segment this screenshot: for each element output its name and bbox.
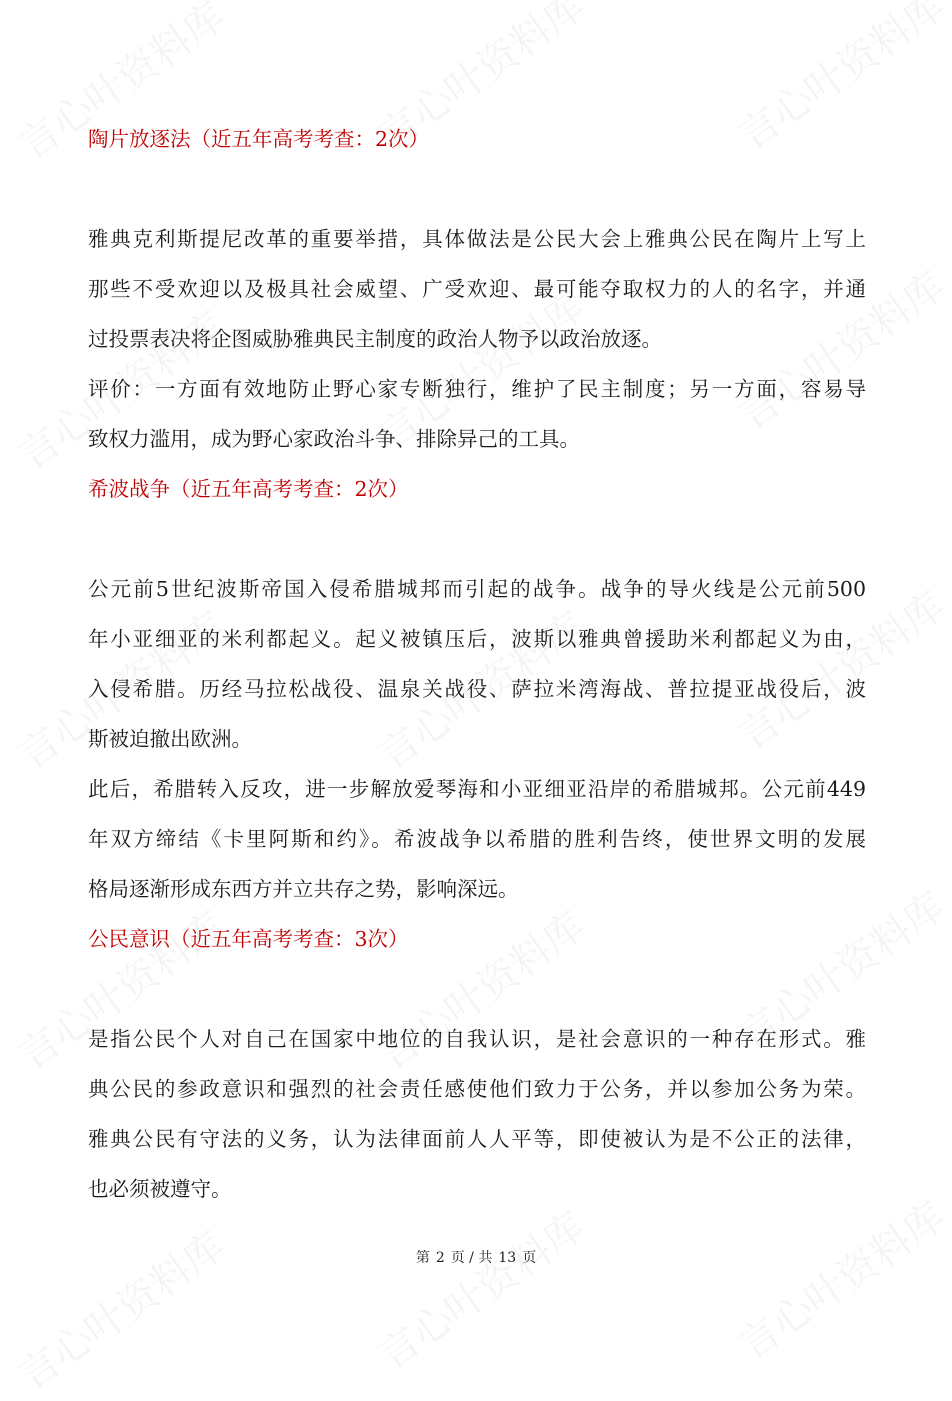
paragraph-line: 年双方缔结《卡里阿斯和约》。希波战争以希腊的胜利告终，使世界文明的发展 bbox=[88, 827, 866, 851]
footer-prefix: 第 bbox=[415, 1250, 430, 1266]
paragraph-line: 年小亚细亚的米利都起义。起义被镇压后，波斯以雅典曾援助米利都起义为由， bbox=[88, 627, 866, 651]
total-pages: 13 bbox=[498, 1250, 517, 1266]
paragraph-line: 雅典公民有守法的义务，认为法律面前人人平等，即使被认为是不公正的法律， bbox=[88, 1127, 866, 1151]
paragraph-line: 过投票表决将企图威胁雅典民主制度的政治人物予以政治放逐。 bbox=[88, 327, 662, 351]
paragraph-line: 致权力滥用，成为野心家政治斗争、排除异己的工具。 bbox=[88, 427, 580, 451]
paragraph-line: 公元前5世纪波斯帝国入侵希腊城邦而引起的战争。战争的导火线是公元前500 bbox=[88, 577, 866, 601]
paragraph-line: 斯被迫撤出欧洲。 bbox=[88, 727, 252, 751]
paragraph-line: 也必须被遵守。 bbox=[88, 1177, 232, 1201]
section-heading: 陶片放逐法（近五年高考考查：2次） bbox=[88, 127, 430, 151]
paragraph-line: 雅典克利斯提尼改革的重要举措，具体做法是公民大会上雅典公民在陶片上写上 bbox=[88, 227, 866, 251]
paragraph-line: 此后，希腊转入反攻，进一步解放爱琴海和小亚细亚沿岸的希腊城邦。公元前449 bbox=[88, 777, 866, 801]
current-page: 2 bbox=[435, 1250, 445, 1266]
page-footer bbox=[0, 1247, 952, 1267]
paragraph-line: 格局逐渐形成东西方并立共存之势，影响深远。 bbox=[88, 877, 519, 901]
footer-suffix: 页 bbox=[522, 1250, 537, 1266]
paragraph-line: 那些不受欢迎以及极具社会威望、广受欢迎、最可能夺取权力的人的名字，并通 bbox=[88, 277, 866, 301]
section-heading: 希波战争（近五年高考考查：2次） bbox=[88, 477, 409, 501]
paragraph-line: 典公民的参政意识和强烈的社会责任感使他们致力于公务，并以参加公务为荣。 bbox=[88, 1077, 866, 1101]
footer-mid: 页 / 共 bbox=[450, 1250, 493, 1266]
watermark bbox=[365, 1196, 594, 1380]
paragraph-line: 评价：一方面有效地防止野心家专断独行，维护了民主制度；另一方面，容易导 bbox=[88, 377, 866, 401]
watermark bbox=[5, 1216, 234, 1400]
section-heading: 公民意识（近五年高考考查：3次） bbox=[88, 927, 409, 951]
paragraph-line: 入侵希腊。历经马拉松战役、温泉关战役、萨拉米湾海战、普拉提亚战役后，波 bbox=[88, 677, 866, 701]
paragraph-line: 是指公民个人对自己在国家中地位的自我认识，是社会意识的一种存在形式。雅 bbox=[88, 1027, 866, 1051]
watermark bbox=[725, 1186, 952, 1370]
